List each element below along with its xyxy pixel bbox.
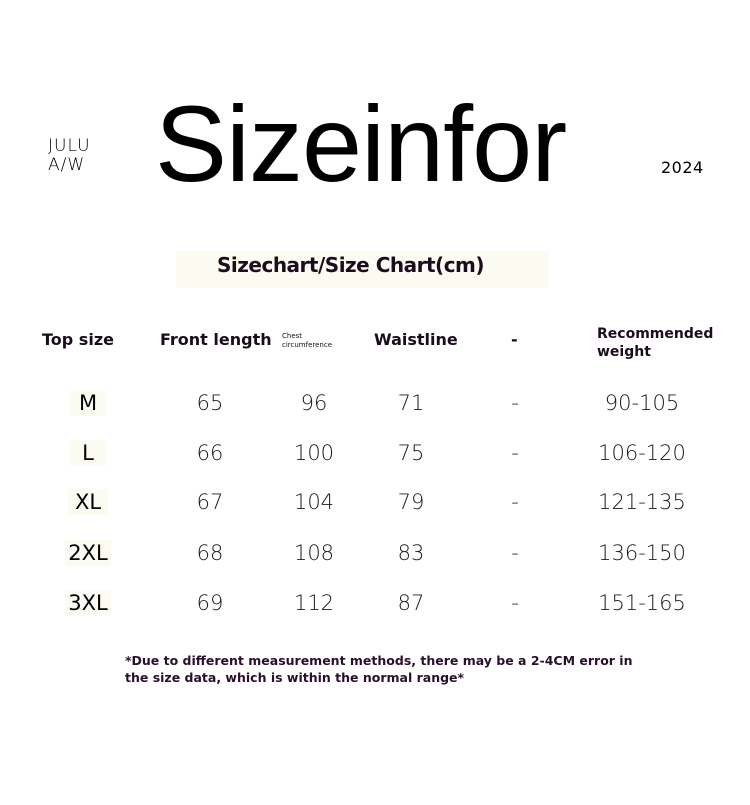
size-cell: XL (68, 489, 108, 515)
header-dash: - (511, 330, 518, 349)
year-label: 2024 (661, 158, 704, 177)
front-length-cell: 69 (196, 591, 224, 615)
table-row (0, 538, 750, 568)
size-cell: 3XL (65, 590, 111, 616)
dash-cell: - (511, 591, 519, 615)
header-recommended-line-1: Recommended (597, 326, 714, 342)
table-row (0, 487, 750, 517)
weight-cell: 121-135 (598, 490, 686, 514)
front-length-cell: 68 (196, 541, 224, 565)
header-front-length: Front length (160, 330, 272, 349)
waist-cell: 79 (397, 490, 425, 514)
size-cell: 2XL (65, 540, 111, 566)
brand-line-2: A/W (48, 155, 86, 175)
table-row (0, 438, 750, 468)
weight-cell: 136-150 (598, 541, 686, 565)
brand-label (48, 137, 91, 175)
waist-cell: 83 (397, 541, 425, 565)
front-length-cell: 66 (196, 441, 224, 465)
chest-cell: 104 (293, 490, 335, 514)
size-chart-subtitle: Sizechart/Size Chart(cm) (217, 253, 485, 277)
waist-cell: 71 (397, 391, 425, 415)
dash-cell: - (511, 441, 519, 465)
waist-cell: 75 (397, 441, 425, 465)
table-row (0, 388, 750, 418)
table-row (0, 588, 750, 618)
dash-cell: - (511, 391, 519, 415)
chest-cell: 112 (293, 591, 335, 615)
weight-cell: 90-105 (604, 391, 680, 415)
chest-cell: 96 (300, 391, 328, 415)
weight-cell: 106-120 (598, 441, 686, 465)
chest-cell: 108 (293, 541, 335, 565)
header-chest-line-2: circumference (282, 341, 333, 349)
size-cell: M (70, 390, 106, 416)
size-cell: L (70, 440, 106, 466)
dash-cell: - (511, 490, 519, 514)
page-title: Sizeinfor (155, 83, 567, 204)
header-recommended-line-2: weight (597, 344, 651, 360)
header-recommended-weight (597, 325, 727, 361)
dash-cell: - (511, 541, 519, 565)
brand-line-1: JULU (48, 136, 91, 156)
measurement-note: *Due to different measurement methods, there may be a 2-4CM error in the size data, which is within the normal range* (125, 653, 633, 685)
weight-cell: 151-165 (598, 591, 686, 615)
header-chest-line-1: Chest (282, 332, 303, 340)
front-length-cell: 65 (196, 391, 224, 415)
header-chest-circumference (282, 332, 352, 350)
front-length-cell: 67 (196, 490, 224, 514)
header-top-size: Top size (42, 330, 114, 349)
chest-cell: 100 (293, 441, 335, 465)
waist-cell: 87 (397, 591, 425, 615)
header-waistline: Waistline (374, 330, 458, 349)
